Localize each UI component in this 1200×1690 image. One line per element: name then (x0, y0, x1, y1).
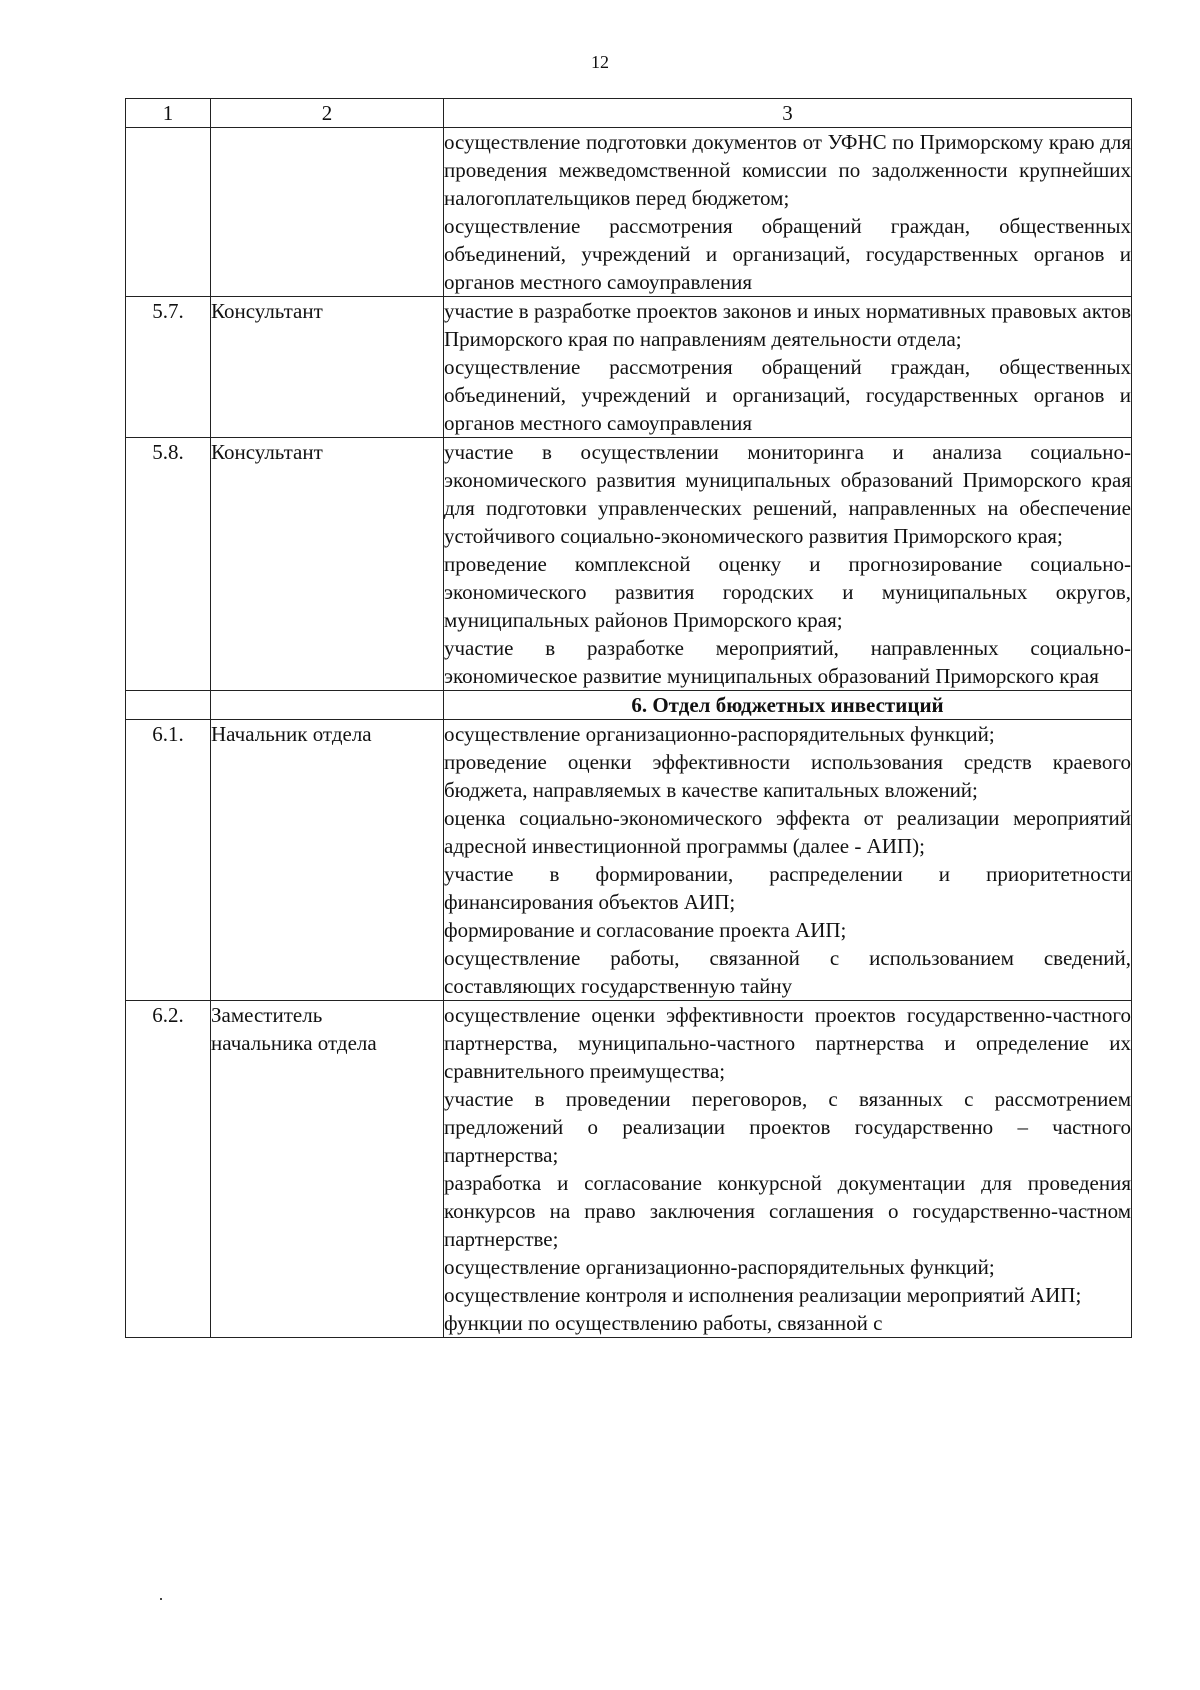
table-row (126, 438, 1132, 691)
section-blank-1 (126, 691, 211, 720)
table-row (126, 1001, 1132, 1338)
section-row (126, 691, 1132, 720)
duty-item: участие в формировании, распределении и приоритетности финансирования объектов АИП; (444, 862, 1131, 914)
duty-item: осуществление рассмотрения обращений граждан, общественных объединений, учреждений и организаций, государственных органов и органов местного самоуправления (444, 355, 1131, 435)
duty-item: разработка и согласование конкурсной документации для проведения конкурсов на право заключения соглашения о государственно-частном партнерстве; (444, 1171, 1131, 1251)
duty-item: осуществление рассмотрения обращений граждан, общественных объединений, учреждений и организаций, государственных органов и органов местного самоуправления (444, 214, 1131, 294)
row-duties (444, 297, 1132, 438)
duty-item: функции по осуществлению работы, связанной с (444, 1311, 883, 1335)
duty-item: осуществление контроля и исполнения реализации мероприятий АИП; (444, 1283, 1082, 1307)
column-header-1: 1 (126, 99, 211, 128)
duty-item: осуществление организационно-распорядительных функций; (444, 1255, 995, 1279)
duty-item: участие в разработке проектов законов и иных нормативных правовых актов Приморского края по направлениям деятельности отдела; (444, 299, 1131, 351)
duty-item: осуществление работы, связанной с использованием сведений, составляющих государственную тайну (444, 946, 1131, 998)
row-position: Консультант (211, 438, 444, 691)
column-header-3: 3 (444, 99, 1132, 128)
column-header-2: 2 (211, 99, 444, 128)
duty-item: участие в проведении переговоров, с вязанных с рассмотрением предложений о реализации проектов государственно – частного партнерства; (444, 1087, 1131, 1167)
duty-item: участие в осуществлении мониторинга и анализа социально-экономического развития муниципальных образований Приморского края для подготовки управленческих решений, направленных на обеспечение устойчивого социально-экономического развития Приморского края; (444, 440, 1131, 548)
row-position: Начальник отдела (211, 720, 444, 1001)
row-position (211, 128, 444, 297)
row-position: Консультант (211, 297, 444, 438)
duty-item: осуществление оценки эффективности проектов государственно-частного партнерства, муниципально-частного партнерства и определение их сравнительного преимущества; (444, 1003, 1131, 1083)
table-row (126, 720, 1132, 1001)
row-number: 6.1. (126, 720, 211, 1001)
section-blank-2 (211, 691, 444, 720)
duty-item: проведение оценки эффективности использования средств краевого бюджета, направляемых в качестве капитальных вложений; (444, 750, 1131, 802)
table-row (126, 297, 1132, 438)
row-duties (444, 128, 1132, 297)
duty-item: оценка социально-экономического эффекта от реализации мероприятий адресной инвестиционной программы (далее - АИП); (444, 806, 1131, 858)
row-number: 6.2. (126, 1001, 211, 1338)
duty-item: осуществление организационно-распорядительных функций; (444, 722, 995, 746)
duty-item: проведение комплексной оценку и прогнозирование социально-экономического развития городских и муниципальных округов, муниципальных районов Приморского края; (444, 552, 1131, 632)
row-number (126, 128, 211, 297)
row-duties (444, 720, 1132, 1001)
row-duties (444, 438, 1132, 691)
section-title: 6. Отдел бюджетных инвестиций (444, 691, 1132, 720)
duty-item: формирование и согласование проекта АИП; (444, 918, 847, 942)
table-row (126, 128, 1132, 297)
duty-item: участие в разработке мероприятий, направленных социально-экономическое развитие муниципальных образований Приморского края (444, 636, 1131, 688)
row-duties (444, 1001, 1132, 1338)
row-position (211, 1001, 444, 1338)
page-number: 12 (591, 52, 609, 72)
position-line: начальника отдела (211, 1031, 377, 1055)
duties-table (125, 98, 1132, 1338)
row-number: 5.7. (126, 297, 211, 438)
position-line: Заместитель (211, 1003, 323, 1027)
table-header-row (126, 99, 1132, 128)
duty-item: осуществление подготовки документов от УФНС по Приморскому краю для проведения межведомственной комиссии по задолженности крупнейших налогоплательщиков перед бюджетом; (444, 130, 1131, 210)
scan-speck (160, 1598, 162, 1600)
row-number: 5.8. (126, 438, 211, 691)
